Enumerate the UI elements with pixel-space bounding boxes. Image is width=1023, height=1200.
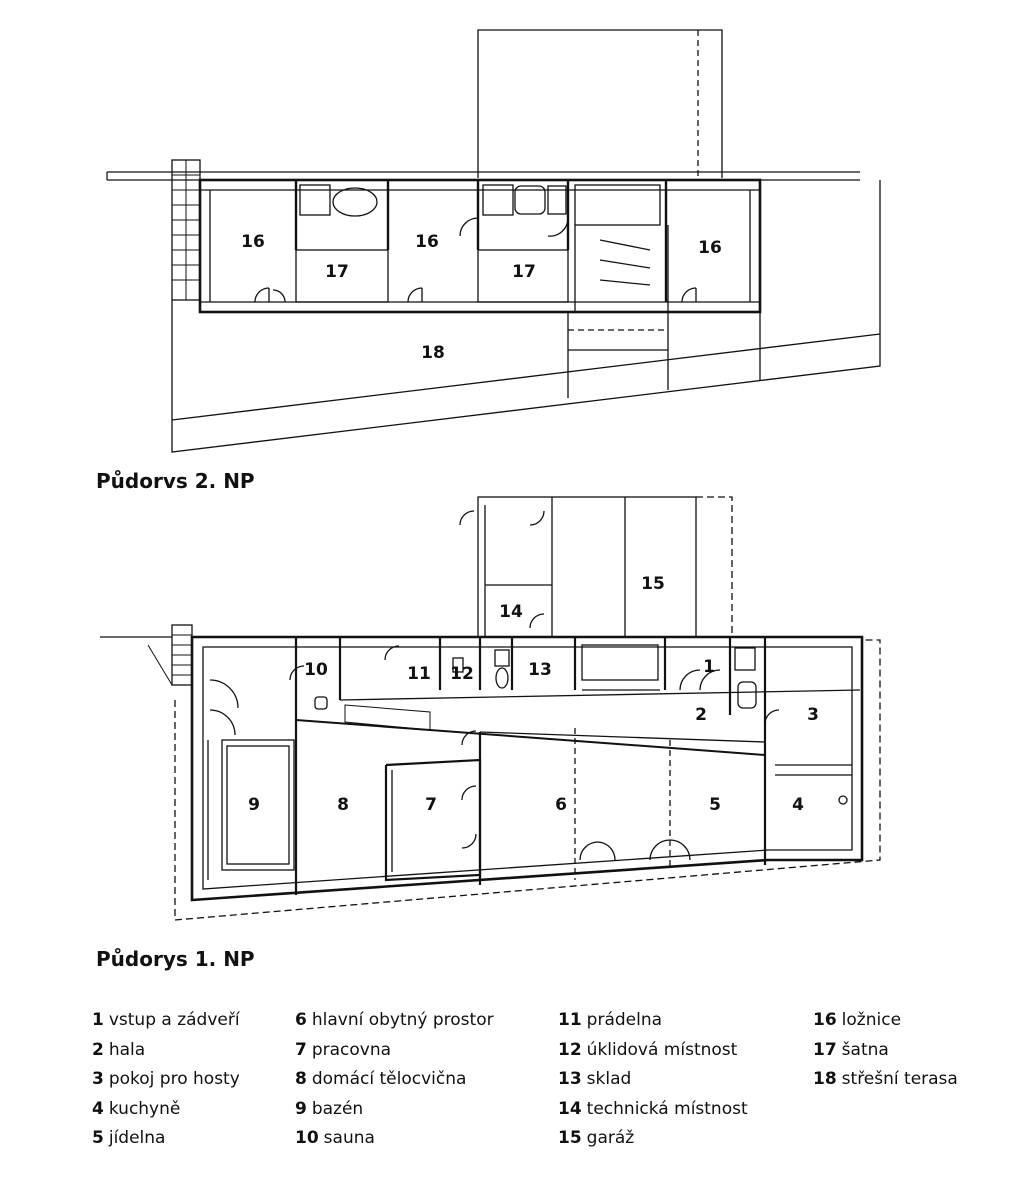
room-label: 13 xyxy=(528,660,552,680)
legend-item: 11 prádelna xyxy=(558,1010,663,1030)
legend-item: 13 sklad xyxy=(558,1069,632,1089)
room-label: 16 xyxy=(698,238,722,258)
legend-item: 3 pokoj pro hosty xyxy=(92,1069,240,1089)
room-label: 15 xyxy=(641,574,665,594)
room-label: 9 xyxy=(248,795,260,815)
room-label: 5 xyxy=(709,795,721,815)
legend-item: 14 technická místnost xyxy=(558,1098,748,1119)
legend-item: 16 ložnice xyxy=(813,1010,902,1030)
room-label: 8 xyxy=(337,795,349,815)
legend-item: 10 sauna xyxy=(295,1128,375,1148)
legend-item: 18 střešní terasa xyxy=(813,1069,958,1089)
room-label: 4 xyxy=(792,795,804,815)
room-label: 2 xyxy=(695,705,707,725)
legend-item: 4 kuchyně xyxy=(92,1098,181,1119)
legend-item: 8 domácí tělocvična xyxy=(295,1069,467,1089)
room-label: 16 xyxy=(415,232,439,252)
room-label: 1 xyxy=(703,657,715,677)
room-label: 18 xyxy=(421,343,445,363)
legend-item: 6 hlavní obytný prostor xyxy=(295,1010,494,1030)
room-label: 12 xyxy=(450,664,474,684)
legend-column xyxy=(813,1010,1013,1158)
upper-floor-room-labels xyxy=(241,232,722,363)
legend-column xyxy=(558,1010,813,1158)
ground-floor-room-labels xyxy=(248,574,819,815)
legend-item: 9 bazén xyxy=(295,1098,364,1119)
legend-item: 1 vstup a zádveří xyxy=(92,1010,240,1030)
room-label: 14 xyxy=(499,602,523,622)
room-label: 3 xyxy=(807,705,819,725)
legend-column xyxy=(295,1010,558,1158)
legend-item: 15 garáž xyxy=(558,1128,635,1148)
room-legend xyxy=(92,1010,1013,1158)
legend-item: 2 hala xyxy=(92,1039,146,1060)
plan-caption-1np: Půdorys 1. NP xyxy=(96,947,255,971)
room-label: 11 xyxy=(407,664,431,684)
room-label: 17 xyxy=(512,262,536,282)
plan-caption-2np: Půdorvs 2. NP xyxy=(96,469,255,493)
room-label: 16 xyxy=(241,232,265,252)
room-label: 7 xyxy=(425,795,437,815)
legend-item: 7 pracovna xyxy=(295,1039,392,1060)
legend-item: 12 úklidová místnost xyxy=(558,1039,738,1060)
legend-item: 5 jídelna xyxy=(92,1128,166,1148)
room-label: 17 xyxy=(325,262,349,282)
legend-item: 17 šatna xyxy=(813,1039,889,1060)
upper-floor-plan xyxy=(107,30,880,452)
ground-floor-plan xyxy=(100,497,880,920)
legend-column xyxy=(92,1010,295,1158)
room-label: 6 xyxy=(555,795,567,815)
room-label: 10 xyxy=(304,660,328,680)
